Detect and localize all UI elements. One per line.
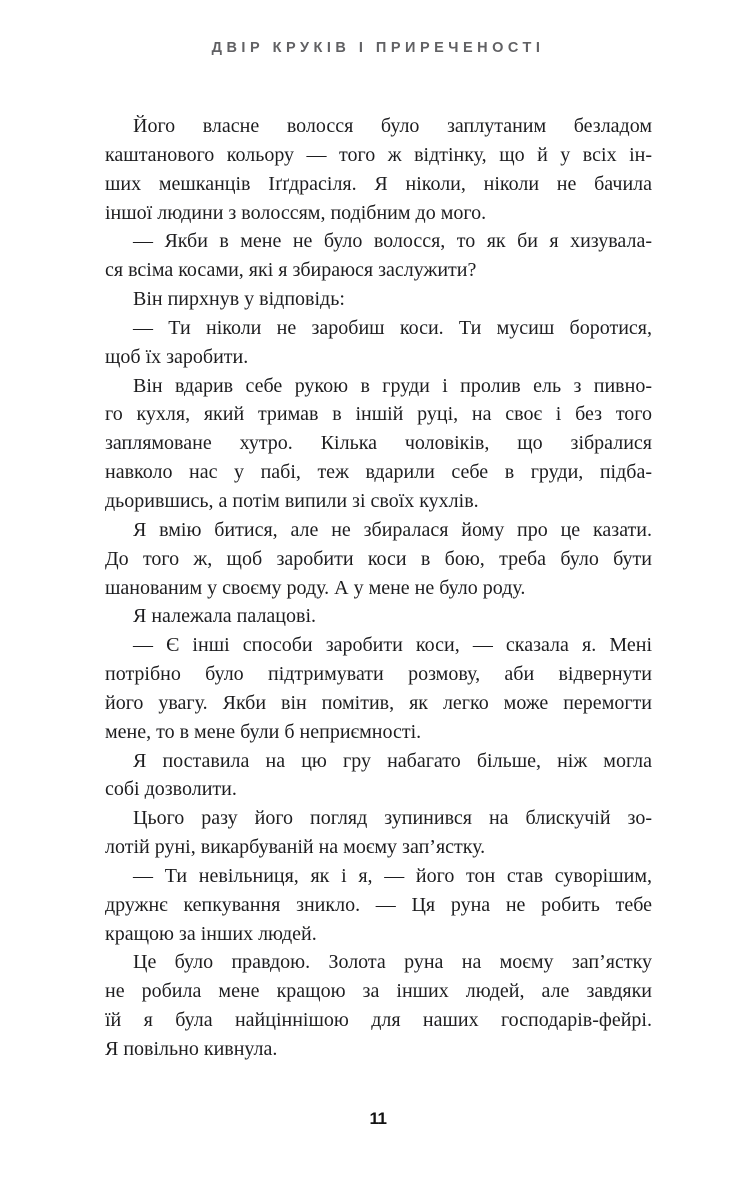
text-line: іншої людини з волоссям, подібним до мого. xyxy=(105,201,487,224)
text-line: Це було правдою. Золота руна на моєму зап’ястку xyxy=(133,951,652,974)
text-line: каштанового кольору — того ж відтінку, що й у всіх ін- xyxy=(105,143,652,166)
paragraph xyxy=(105,862,652,949)
paragraph xyxy=(105,516,652,603)
text-line: його увагу. Якби він помітив, як легко може перемогти xyxy=(105,691,652,714)
text-line: — Якби в мене не було волосся, то як би я хизувала- xyxy=(133,230,652,253)
text-line: Цього разу його погляд зупинився на блискучій зо- xyxy=(133,807,652,830)
text-line: Він вдарив себе рукою в груди і пролив ель з пивно- xyxy=(133,374,652,397)
text-line: шанованим у своєму роду. А у мене не було роду. xyxy=(105,576,526,599)
text-line: ся всіма косами, які я збираюся заслужити? xyxy=(105,259,477,282)
text-line: Я вмію битися, але не збиралася йому про це казати. xyxy=(133,518,652,541)
text-line: До того ж, щоб заробити коси в бою, треба було бути xyxy=(105,547,652,570)
text-line: го кухля, який тримав в іншій руці, на своє і без того xyxy=(105,403,652,426)
paragraph xyxy=(105,227,652,285)
text-line: — Ти невільниця, як і я, — його тон став суворішим, xyxy=(133,864,652,887)
text-block xyxy=(105,112,652,1064)
text-line: кращою за інших людей. xyxy=(105,922,317,945)
text-line: навколо нас у пабі, теж вдарили себе в груди, підба- xyxy=(105,461,652,484)
text-line: собі дозволити. xyxy=(105,778,237,801)
text-line: не робила мене кращою за інших людей, але завдяки xyxy=(105,980,652,1003)
text-line: — Є інші способи заробити коси, — сказала я. Мені xyxy=(133,634,652,657)
paragraph xyxy=(105,285,652,314)
paragraph xyxy=(105,948,652,1063)
page-number: 11 xyxy=(369,1109,387,1128)
text-line: лотій руні, викарбуваній на моєму зап’ястку. xyxy=(105,836,486,859)
text-line: потрібно було підтримувати розмову, аби відвернути xyxy=(105,663,652,686)
text-line: Він пирхнув у відповідь: xyxy=(133,288,345,311)
text-line: ших мешканців Іґґдрасіля. Я ніколи, ніколи не бачила xyxy=(105,172,652,195)
text-line: дружнє кепкування зникло. — Ця руна не робить тебе xyxy=(105,893,652,916)
paragraph xyxy=(105,112,652,227)
text-line: дьорившись, а потім випили зі своїх кухлів. xyxy=(105,489,479,512)
text-line: заплямоване хутро. Кілька чоловіків, що зібралися xyxy=(105,432,652,455)
text-line: їй я була найціннішою для наших господарів-фейрі. xyxy=(105,1009,652,1032)
text-line: щоб їх заробити. xyxy=(105,345,249,368)
paragraph xyxy=(105,314,652,372)
running-header: ДВІР КРУКІВ І ПРИРЕЧЕНОСТІ xyxy=(211,40,545,56)
paragraph xyxy=(105,747,652,805)
text-line: Його власне волосся було заплутаним безладом xyxy=(133,115,652,137)
text-line: Я повільно кивнула. xyxy=(105,1038,278,1060)
paragraph xyxy=(105,602,652,631)
text-line: — Ти ніколи не заробиш коси. Ти мусиш боротися, xyxy=(133,316,652,339)
text-line: Я належала палацові. xyxy=(133,605,316,628)
text-line: Я поставила на цю гру набагато більше, ніж могла xyxy=(133,749,652,772)
paragraph xyxy=(105,372,652,516)
paragraph xyxy=(105,804,652,862)
text-line: мене, то в мене були б неприємності. xyxy=(105,720,422,743)
paragraph xyxy=(105,631,652,746)
